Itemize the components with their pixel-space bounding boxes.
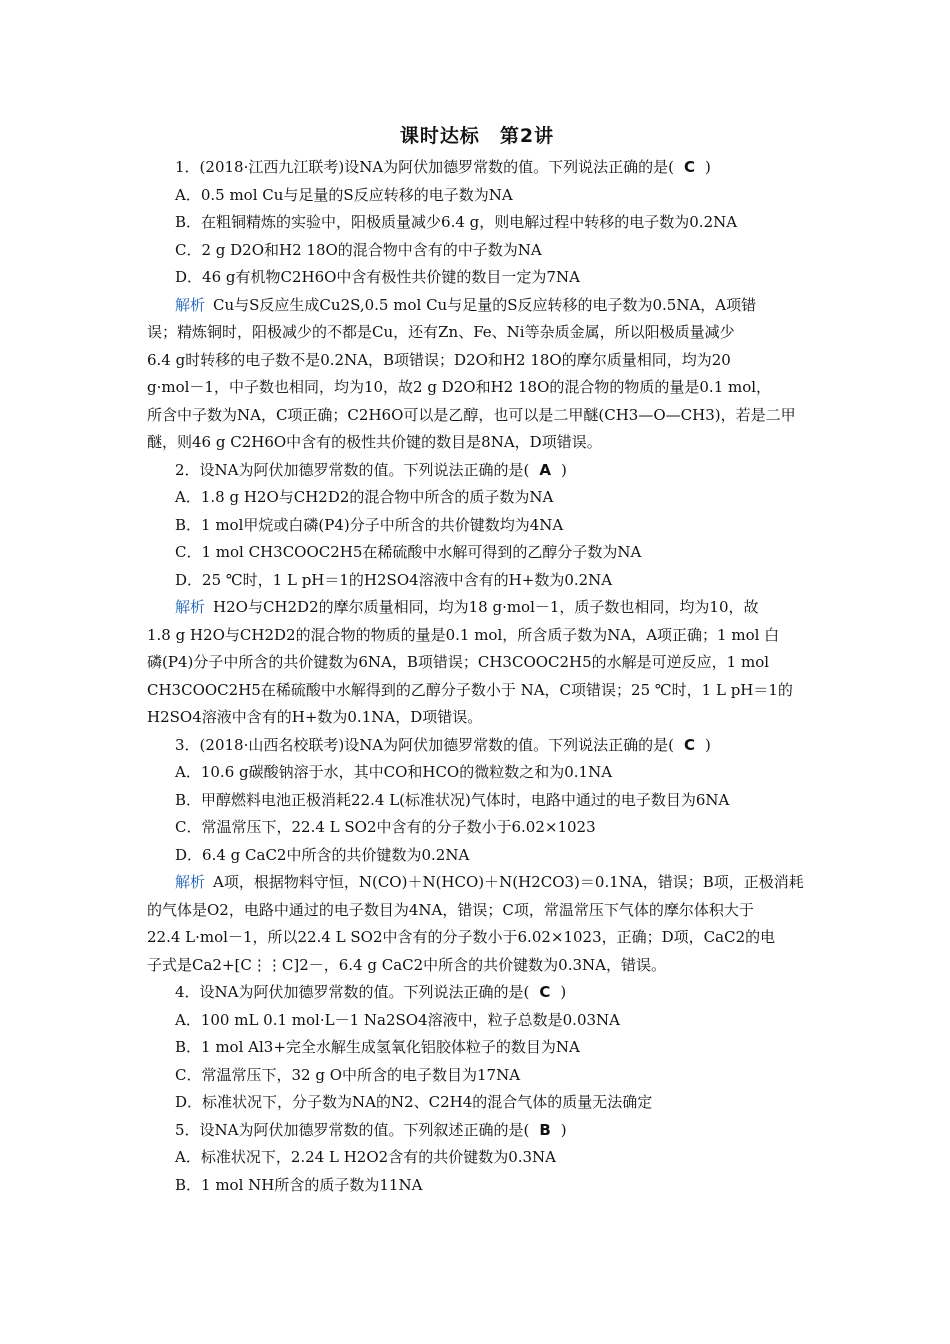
- question-2-explanation-line: CH3COOC2H5在稀硫酸中水解得到的乙醇分子数小于 NA，C项错误；25 ℃时，1 L pH＝1的: [147, 680, 793, 699]
- answer-close-paren: ): [705, 735, 711, 754]
- question-1-explanation-line: 醚，则46 g C2H6O中含有的极性共价键的数目是8NA，D项错误。: [147, 433, 602, 451]
- answer-letter: C: [539, 983, 551, 1001]
- question-stem-text: 1．(2018·江西九江联考)设NA为阿伏加德罗常数的值。下列说法正确的是(: [175, 158, 675, 176]
- document-page: [147, 118, 807, 1199]
- question-1-option-a: A．0.5 mol Cu与足量的S反应转移的电子数为NA: [175, 185, 513, 204]
- question-3-option-a: A．10.6 g碳酸钠溶于水，其中CO和HCO的微粒数之和为0.1NA: [175, 763, 613, 781]
- question-2-option-b: B．1 mol甲烷或白磷(P4)分子中所含的共价键数均为4NA: [175, 515, 564, 534]
- answer-close-paren: ): [560, 983, 567, 1001]
- question-3-explanation-line: [147, 869, 807, 897]
- question-3-explanation-line: 的气体是O2，电路中通过的电子数目为4NA，错误；C项，常温常压下气体的摩尔体积大于: [147, 900, 754, 919]
- question-3-option-d: D．6.4 g CaC2中所含的共价键数为0.2NA: [175, 845, 470, 864]
- question-5-stem: [147, 1117, 807, 1145]
- explanation-tag: 解析: [175, 873, 206, 891]
- question-1-explanation-line: g·mol－1，中子数也相同，均为10，故2 g D2O和H2 18O的混合物的物质的量是0.1 mol，: [147, 378, 772, 396]
- question-4-option-d: D．标准状况下，分子数为NA的N2、C2H4的混合气体的质量无法确定: [175, 1093, 653, 1111]
- page-title: 课时达标 第2讲: [399, 125, 555, 147]
- question-2-explanation-line: [147, 594, 807, 622]
- question-1-explanation-line: 6.4 g时转移的电子数不是0.2NA，B项错误；D2O和H2 18O的摩尔质量相同，均为20: [147, 350, 731, 369]
- question-2-explanation-line: 1.8 g H2O与CH2D2的混合物的物质的量是0.1 mol，所含质子数为NA，A项正确；1 mol 白: [147, 625, 780, 644]
- question-2-explanation-line: 磷(P4)分子中所含的共价键数为6NA，B项错误；CH3COOC2H5的水解是可逆反应，1 mol: [147, 653, 770, 671]
- answer-close-paren: ): [560, 1120, 567, 1139]
- explanation-tag: 解析: [175, 295, 206, 314]
- answer-letter: A: [539, 460, 551, 479]
- question-3-option-b: B．甲醇燃料电池正极消耗22.4 L(标准状况)气体时，电路中通过的电子数目为6NA: [175, 790, 730, 809]
- question-2-option-c: C．1 mol CH3COOC2H5在稀硫酸中水解可得到的乙醇分子数为NA: [175, 543, 642, 561]
- question-1-option-d: D．46 g有机物C2H6O中含有极性共价键的数目一定为7NA: [175, 268, 580, 286]
- question-1-option-c: C．2 g D2O和H2 18O的混合物中含有的中子数为NA: [175, 240, 542, 259]
- question-5-option-a: A．标准状况下，2.24 L H2O2含有的共价键数为0.3NA: [175, 1148, 557, 1166]
- question-3-explanation-line: 22.4 L·mol－1，所以22.4 L SO2中含有的分子数小于6.02×1023，正确；D项，CaC2的电: [147, 928, 776, 946]
- explanation-text: H2O与CH2D2的摩尔质量相同，均为18 g·mol－1，质子数也相同，均为10，故: [213, 598, 759, 616]
- question-2-option-d: D．25 ℃时，1 L pH＝1的H2SO4溶液中含有的H+数为0.2NA: [175, 570, 613, 589]
- question-2-stem: [147, 457, 807, 485]
- explanation-text: Cu与S反应生成Cu2S,0.5 mol Cu与足量的S反应转移的电子数为0.5NA，A项错: [213, 295, 757, 314]
- question-5-option-b: B．1 mol NH所含的质子数为11NA: [175, 1175, 423, 1194]
- question-4-option-c: C．常温常压下，32 g O中所含的电子数目为17NA: [175, 1065, 521, 1084]
- explanation-text: A项，根据物料守恒，N(CO)＋N(HCO)＋N(H2CO3)＝0.1NA，错误；B项，正极消耗: [213, 873, 804, 891]
- question-1-explanation-line: 所含中子数为NA，C项正确；C2H6O可以是乙醇，也可以是二甲醚(CH3—O—CH3)，若是二甲: [147, 405, 796, 424]
- question-stem-text: 3．(2018·山西名校联考)设NA为阿伏加德罗常数的值。下列说法正确的是(: [175, 735, 675, 754]
- question-1-stem: [147, 154, 807, 182]
- explanation-tag: 解析: [175, 598, 206, 616]
- answer-letter: B: [539, 1120, 551, 1139]
- question-stem-text: 2．设NA为阿伏加德罗常数的值。下列说法正确的是(: [175, 460, 530, 479]
- answer-letter: C: [684, 158, 696, 176]
- question-3-option-c: C．常温常压下，22.4 L SO2中含有的分子数小于6.02×1023: [175, 818, 596, 836]
- answer-close-paren: ): [705, 158, 711, 176]
- question-4-option-a: A．100 mL 0.1 mol·L－1 Na2SO4溶液中，粒子总数是0.03NA: [175, 1010, 620, 1029]
- question-stem-text: 5．设NA为阿伏加德罗常数的值。下列叙述正确的是(: [175, 1120, 530, 1139]
- question-1-option-b: B．在粗铜精炼的实验中，阳极质量减少6.4 g，则电解过程中转移的电子数为0.2NA: [175, 213, 738, 231]
- question-3-stem: [147, 732, 807, 760]
- answer-close-paren: ): [560, 460, 567, 479]
- question-2-explanation-line: H2SO4溶液中含有的H+数为0.1NA，D项错误。: [147, 708, 483, 726]
- question-stem-text: 4．设NA为阿伏加德罗常数的值。下列说法正确的是(: [175, 983, 530, 1001]
- question-1-explanation-line: 误；精炼铜时，阳极减少的不都是Cu，还有Zn、Fe、Ni等杂质金属，所以阳极质量减少: [147, 323, 735, 341]
- question-2-option-a: A．1.8 g H2O与CH2D2的混合物中所含的质子数为NA: [175, 488, 554, 506]
- question-4-option-b: B．1 mol Al3+完全水解生成氢氧化铝胶体粒子的数目为NA: [175, 1038, 580, 1056]
- answer-letter: C: [684, 735, 696, 754]
- question-4-stem: [147, 979, 807, 1007]
- question-3-explanation-line: 子式是Ca2+[C⋮⋮C]2－，6.4 g CaC2中所含的共价键数为0.3NA，错误。: [147, 955, 666, 974]
- question-1-explanation-line: [147, 292, 807, 320]
